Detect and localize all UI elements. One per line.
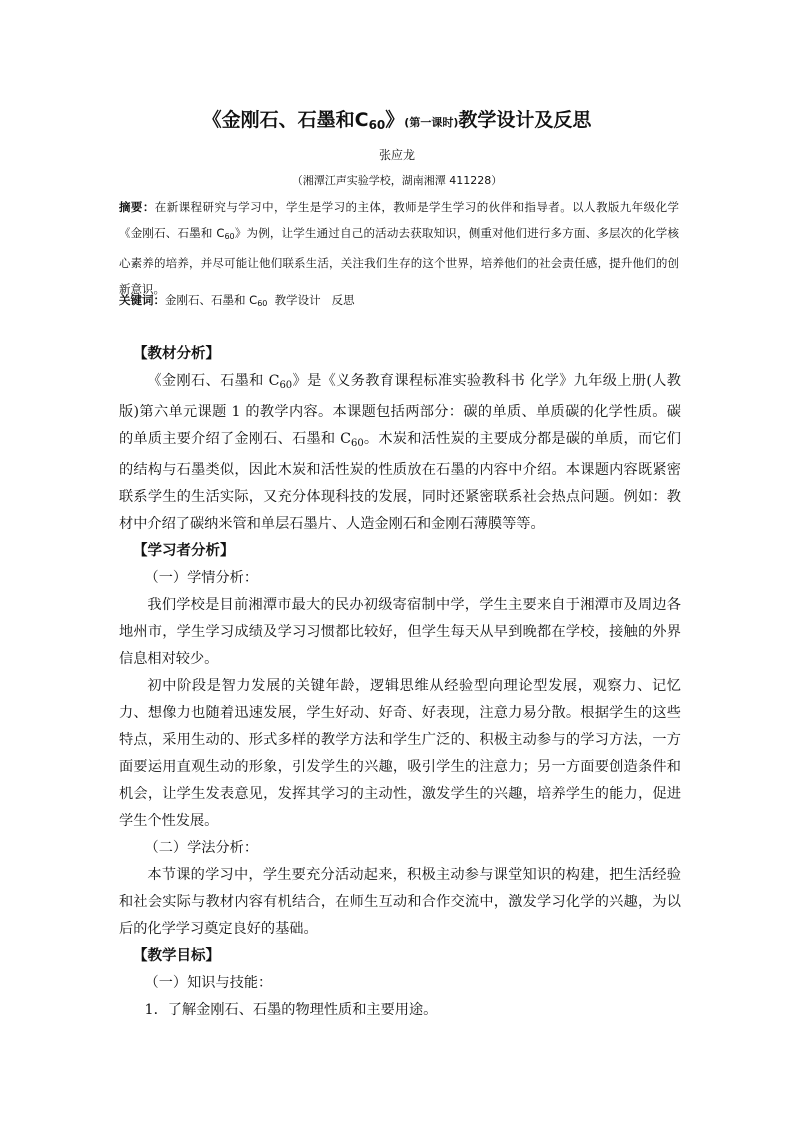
list-item-goal-1: 1．了解金刚石、石墨的物理性质和主要用途。 bbox=[144, 1002, 438, 1018]
keywords-text-1: 金刚石、石墨和 C bbox=[165, 293, 258, 307]
section-heading-teaching-goals: 【教学目标】 bbox=[133, 948, 220, 964]
keywords bbox=[119, 290, 679, 314]
abstract-text-1: 在新课程研究与学习中，学生是学习的主体，教师是学生学习的伙伴和指导者。以人教版九年级化学《金刚石、石墨和 C bbox=[119, 200, 680, 240]
para-subscript: 60 bbox=[350, 438, 364, 449]
abstract-text-2: 》为例，让学生通过自己的活动去获取知识，侧重对他们进行多方面、多层次的化学核心素养的培养，并尽可能让他们联系生活，关注我们生存的这个世界，培养他们的社会责任感，提升他们的创新意识。 bbox=[119, 226, 679, 296]
paragraph-learning-method: 本节课的学习中，学生要充分活动起来，积极主动参与课堂知识的构建，把生活经验和社会实际与教材内容有机结合，在师生互动和合作交流中，激发学习化学的兴趣，为以后的化学学习奠定良好的基础。 bbox=[119, 867, 681, 937]
subheading-learning-method: （二）学法分析： bbox=[144, 840, 259, 856]
section-heading-learner-analysis: 【学习者分析】 bbox=[133, 543, 235, 559]
keywords-subscript: 60 bbox=[257, 299, 268, 308]
paragraph-learning-situation-1: 我们学校是目前湘潭市最大的民办初级寄宿制中学，学生主要来自于湘潭市及周边各地州市，学生学习成绩及学习习惯都比较好，但学生每天从早到晚都在学校，接触的外界信息相对较少。 bbox=[119, 597, 681, 667]
para-subscript: 60 bbox=[279, 380, 293, 391]
abstract bbox=[119, 194, 679, 302]
title-subscript: 60 bbox=[368, 118, 386, 132]
title-text-2: 》 bbox=[385, 109, 405, 131]
subheading-learning-situation: （一）学情分析： bbox=[144, 570, 259, 586]
title-text-3: 教学设计及反思 bbox=[458, 109, 592, 131]
affiliation: （湘潭江声实验学校，湖南湘潭 411228） bbox=[291, 174, 503, 187]
para-text: 《金刚石、石墨和 C bbox=[147, 373, 280, 389]
para-text: 》是《义务教育课程标准实验教科书 化学》九年级上册(人教版)第六单元课题 1 的教学内容。本课题包括两部分：碳的单质、单质碳的化学性质。碳的单质主要介绍了金刚石、石墨和 C bbox=[119, 373, 681, 447]
title-text: 《金刚石、石墨和C bbox=[202, 109, 369, 131]
section-heading-textbook-analysis: 【教材分析】 bbox=[133, 346, 220, 362]
paragraph-textbook-analysis bbox=[119, 368, 681, 538]
abstract-subscript: 60 bbox=[224, 232, 235, 241]
title-lesson-note: (第一课时) bbox=[404, 116, 459, 129]
document-title bbox=[0, 106, 794, 139]
keywords-label: 关键词： bbox=[119, 293, 165, 307]
document-body bbox=[119, 341, 681, 1024]
subheading-knowledge-skills: （一）知识与技能： bbox=[144, 975, 273, 991]
abstract-label: 摘要： bbox=[119, 200, 155, 214]
paragraph-learning-situation-2: 初中阶段是智力发展的关键年龄，逻辑思维从经验型向理论型发展，观察力、记忆力、想像力也随着迅速发展，学生好动、好奇、好表现，注意力易分散。根据学生的这些特点，采用生动的、形式多样的教学方法和学生广泛的、积极主动参与的学习方法，一方面要运用直观生动的形象，引发学生的兴趣，吸引学生的注意力；另一方面要创造条件和机会，让学生发表意见，发挥其学习的主动性，激发学生的兴趣，培养学生的能力，促进学生个性发展。 bbox=[119, 678, 681, 829]
keywords-text-2: 教学设计 反思 bbox=[267, 293, 355, 307]
para-text: 。木炭和活性炭的主要成分都是碳的单质，而它们的结构与石墨类似，因此木炭和活性炭的性质放在石墨的内容中介绍。本课题内容既紧密联系学生的生活实际，又充分体现科技的发展，同时还紧密联系社会热点问题。例如：教材中介绍了碳纳米管和单层石墨片、人造金刚石和金刚石薄膜等等。 bbox=[119, 431, 681, 532]
author: 张应龙 bbox=[378, 148, 415, 162]
